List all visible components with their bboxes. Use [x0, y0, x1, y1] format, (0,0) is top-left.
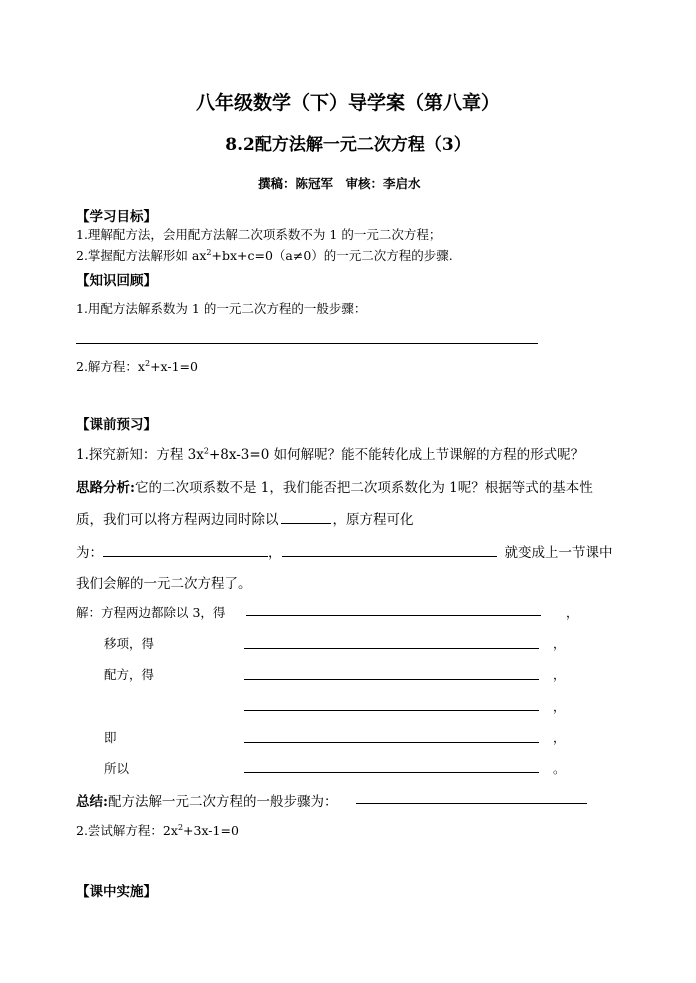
summary-line: 总结:配方法解一元二次方程的一般步骤为： — [76, 794, 338, 810]
solution-step-so: 所以 — [104, 761, 130, 776]
blank-step-extra — [244, 710, 539, 711]
answer-line — [76, 343, 538, 344]
page-title: 八年级数学（下）导学案（第八章） — [195, 92, 500, 114]
blank-step-complete — [244, 679, 539, 680]
blank-equation-1 — [103, 542, 268, 557]
comma: ， — [553, 667, 566, 682]
inclass-heading: 【课中实施】 — [76, 884, 157, 900]
comma: ， — [553, 699, 566, 714]
comma: ， — [553, 730, 566, 745]
blank-step-move — [244, 648, 539, 649]
blank-step-divide — [246, 615, 541, 616]
blank-equation-2 — [282, 542, 497, 557]
analysis-line-4: 我们会解的一元二次方程了。 — [76, 576, 252, 592]
objective-item-1: 1.理解配方法，会用配方法解二次项系数不为 1 的一元二次方程； — [76, 227, 442, 242]
preview-heading: 【课前预习】 — [76, 417, 157, 433]
summary-label: 总结: — [76, 794, 108, 810]
analysis-line-2: 质，我们可以将方程两边同时除以 ，原方程可化 — [76, 508, 414, 528]
solution-step-divide: 解：方程两边都除以 3，得 — [76, 605, 226, 620]
analysis-line-3: 为： ， 就变成上一节课中 — [76, 541, 613, 561]
period: 。 — [553, 761, 566, 776]
blank-step-that-is — [244, 742, 539, 743]
blank-summary — [356, 803, 587, 804]
objective-item-2: 2.掌握配方法解形如 $ax^2+bx+c=0(a\ne 0)$的一元二次方程的步骤. — [76, 247, 453, 263]
preview-question-1: 1.探究新知：方程 $3x^2+8x-3=0$ 如何解呢？能不能转化成上节课解的方程的形式呢？ — [76, 446, 585, 463]
comma: ， — [553, 636, 566, 651]
authors-line: 撰稿：陈冠军 审核：李启水 — [258, 176, 421, 191]
blank-divisor — [281, 509, 331, 524]
blank-step-so — [244, 772, 539, 773]
solution-step-move: 移项，得 — [104, 636, 155, 651]
objectives-heading: 【学习目标】 — [76, 209, 157, 225]
analysis-label: 思路分析: — [76, 480, 135, 496]
preview-question-2: 2.尝试解方程：$2x^2+3x-1=0$ — [76, 822, 239, 838]
comma: ， — [566, 605, 579, 620]
review-question-2: 2.解方程：$x^2+x-1=0$ — [76, 358, 198, 374]
solution-step-complete: 配方，得 — [104, 667, 155, 682]
solution-step-that-is: 即 — [104, 730, 117, 745]
review-question-1: 1.用配方法解系数为 1 的一元二次方程的一般步骤： — [76, 301, 367, 316]
review-heading: 【知识回顾】 — [76, 273, 157, 289]
analysis-line-1: 思路分析:它的二次项系数不是 1，我们能否把二次项系数化为 1呢？根据等式的基本性 — [76, 480, 593, 496]
page-subtitle: 8.2配方法解一元二次方程（3） — [225, 135, 471, 155]
